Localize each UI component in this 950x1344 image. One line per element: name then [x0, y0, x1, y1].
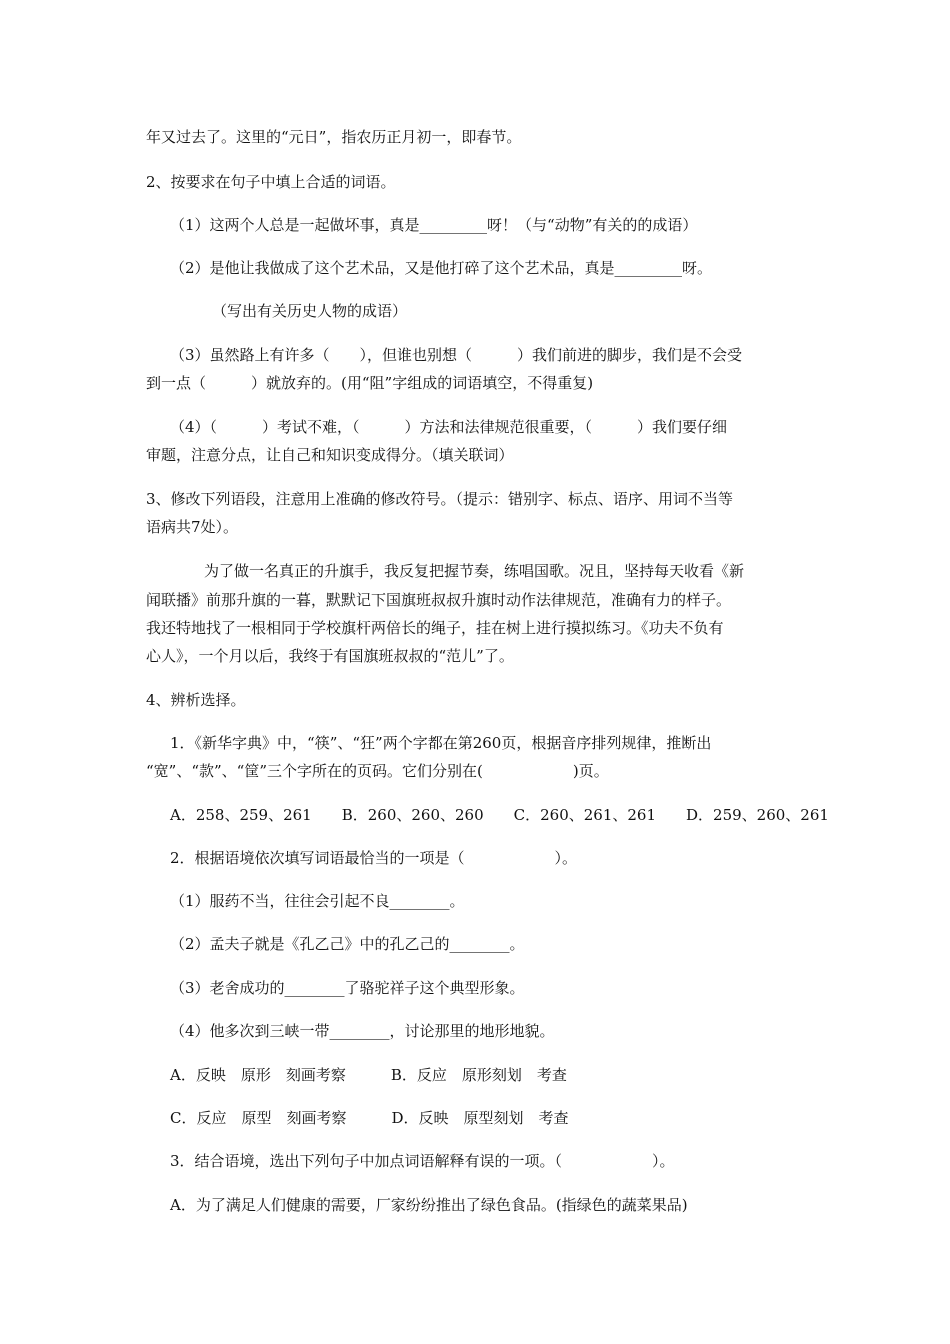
- q3-passage-line-3: 我还特地找了一根相同于学校旗杆两倍长的绳子，挂在树上进行摸拟练习。《功夫不负有: [146, 619, 724, 637]
- q4-2-sentence-4: （4）他多次到三峡一带________，讨论那里的地形地貌。: [170, 1022, 555, 1040]
- q4-1-line-1: 1．《新华字典》中，“筷”、“狂”两个字都在第260页，根据音序排列规律，推断出: [170, 734, 712, 752]
- q4-2-sentence-1: （1）服药不当，往往会引起不良________。: [170, 892, 465, 910]
- text-line-1: 年又过去了。这里的“元日”，指农历正月初一，即春节。: [146, 128, 522, 146]
- question-4-heading: 4、辨析选择。: [146, 691, 246, 709]
- q3-passage-line-2: 闻联播》前那升旗的一暮，默默记下国旗班叔叔升旗时动作法律规范，准确有力的样子。: [146, 591, 732, 609]
- q2-item-3-line-2: 到一点（ ）就放弃的。(用“阻”字组成的词语填空，不得重复): [146, 374, 594, 392]
- question-3-heading-cont: 语病共7处）。: [146, 518, 239, 536]
- q2-item-3-line-1: （3）虽然路上有许多（ ），但谁也别想（ ）我们前进的脚步，我们是不会受: [170, 346, 743, 364]
- q4-2-stem: 2．根据语境依次填写词语最恰当的一项是（ ）。: [170, 849, 578, 867]
- question-2-heading: 2、按要求在句子中填上合适的词语。: [146, 173, 396, 191]
- q4-2-options-cd: C．反应 原型 刻画考察 D．反映 原型刻划 考查: [170, 1109, 569, 1127]
- q4-2-sentence-2: （2）孟夫子就是《孔乙己》中的孔乙己的________。: [170, 935, 525, 953]
- q4-2-sentence-3: （3）老舍成功的________了骆驼祥子这个典型形象。: [170, 979, 525, 997]
- q3-passage-line-1: 为了做一名真正的升旗手，我反复把握节奏，练唱国歌。况且，坚持每天收看《新: [204, 562, 745, 580]
- q3-passage-line-4: 心人》，一个月以后，我终于有国旗班叔叔的“范儿”了。: [146, 647, 514, 665]
- q2-item-1: （1）这两个人总是一起做坏事，真是_________呀！（与“动物”有关的的成语）: [170, 216, 698, 234]
- q4-3-stem: 3．结合语境，选出下列句子中加点词语解释有误的一项。（ ）。: [170, 1152, 675, 1170]
- q4-2-options-ab: A．反映 原形 刻画考察 B．反应 原形刻划 考查: [170, 1066, 567, 1084]
- q2-item-4-line-2: 审题，注意分点，让自己和知识变成得分。（填关联词）: [146, 446, 514, 464]
- q4-3-option-a: A．为了满足人们健康的需要，厂家纷纷推出了绿色食品。(指绿色的蔬菜果品): [170, 1196, 688, 1214]
- question-3-heading: 3、修改下列语段，注意用上准确的修改符号。（提示：错别字、标点、语序、用词不当等: [146, 490, 734, 508]
- q4-1-line-2: “宽”、“款”、“筐”三个字所在的页码。它们分别在( )页。: [146, 762, 609, 780]
- q2-item-4-line-1: （4）（ ）考试不难，（ ）方法和法律规范很重要，（ ）我们要仔细: [170, 418, 728, 436]
- q4-1-options: A．258、259、261 B．260、260、260 C．260、261、261 D．259、260、261: [170, 806, 829, 824]
- q2-item-2-hint: （写出有关历史人物的成语）: [212, 302, 408, 320]
- q2-item-2: （2）是他让我做成了这个艺术品，又是他打碎了这个艺术品，真是_________呀。: [170, 259, 713, 277]
